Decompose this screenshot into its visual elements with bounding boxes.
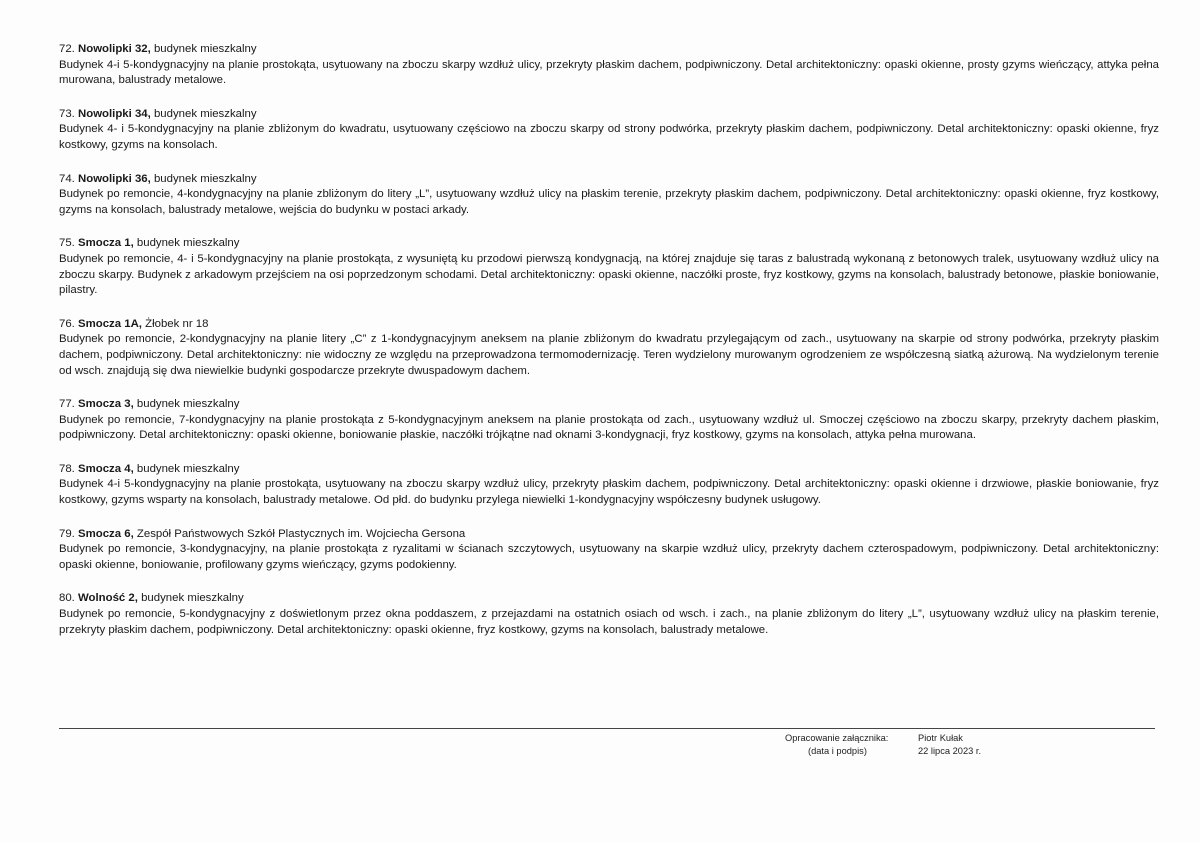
entry-address: Smocza 6, [78,527,134,540]
entry-building-type: Żłobek nr 18 [141,317,209,330]
entry-description: Budynek po remoncie, 4-kondygnacyjny na planie zbliżonym do litery „L”, usytuowany wzdłuż ulicy na płaskim terenie, przekryty płaskim dachem, podpiwniczony. Detal architektoniczny: opaski okienne, fryz kostkowy, gzyms na konsolach, balustrady metalowe, wejścia do budynku w postaci arkady. [59,188,1159,216]
entry-address: Smocza 4, [78,462,134,475]
entry-address: Smocza 3, [78,398,134,411]
entry-address: Nowolipki 32, [78,43,151,55]
entry-heading [59,236,1159,252]
entry-number: 75. [59,237,75,250]
entry-address: Nowolipki 34, [78,107,151,120]
entry-description: Budynek 4- i 5-kondygnacyjny na planie zbliżonym do kwadratu, usytuowany częściowo na zboczu skarpy od strony podwórka, przekryty płaskim dachem, podpiwniczony. Detal architektoniczny: opaski okienne, fryz kostkowy, gzyms na konsolach. [59,123,1159,151]
building-entry [59,42,1159,89]
entry-building-type: budynek mieszkalny [150,107,257,120]
entry-heading [59,397,1159,413]
building-entry [59,527,1159,574]
building-entry [59,591,1159,638]
entry-number: 78. [59,462,75,475]
entry-number: 77. [59,398,75,411]
entry-number: 76. [59,317,75,330]
entry-building-type: budynek mieszkalny [150,172,257,185]
entry-address: Smocza 1, [78,237,134,250]
entry-description: Budynek po remoncie, 3-kondygnacyjny, na planie prostokąta z ryzalitami w ścianach szczytowych, usytuowany na skarpie wzdłuż ulicy, przekryty dachem czterospadowym, podpiwniczony. Detal architektoniczny: opaski okienne, boniowanie, profilowany gzyms wieńczący, gzyms podokienny. [59,543,1159,571]
entry-number: 74. [59,172,75,185]
entry-number: 79. [59,527,75,540]
entry-building-type: budynek mieszkalny [133,462,240,475]
entry-building-type: budynek mieszkalny [133,398,240,411]
entry-address: Smocza 1A, [78,317,142,330]
building-entry [59,172,1159,219]
entry-description: Budynek 4-i 5-kondygnacyjny na planie prostokąta, usytuowany na zboczu skarpy wzdłuż ulicy, przekryty płaskim dachem, podpiwniczony. Detal architektoniczny: opaski okienne, prosty gzyms wieńczący, attyka pełna murowana, balustrady metalowe. [59,58,1159,87]
entry-heading [59,527,1159,543]
entry-number: 73. [59,107,75,120]
entry-building-type: budynek mieszkalny [133,237,240,250]
building-entry [59,462,1159,509]
entry-description: Budynek po remoncie, 2-kondygnacyjny na planie litery „C” z 1-kondygnacyjnym aneksem na planie zbliżonym do kwadratu przylegającym od zach., usytuowany na skarpie od strony podwórka, przekryty płaskim dachem, podpiwniczony. Detal architektoniczny: nie widoczny ze względu na przeprowadzona termomodernizację. Teren wydzielony murowanym ogrodzeniem ze współczesną siatką ażurową. Na wydzielonym terenie od wsch. znajdują się dwa niewielkie budynki gospodarcze przekryte dwuspadowym dachem. [59,333,1159,377]
entry-description: Budynek po remoncie, 5-kondygnacyjny z doświetlonym przez okna poddaszem, z przejazdami na ostatnich osiach od wsch. i zach., na planie zbliżonym do litery „L”, usytuowany wzdłuż ulicy na płaskim terenie, przekryty płaskim dachem, podpiwniczony. Detal architektoniczny: opaski okienne, fryz kostkowy, gzyms na konsolach, balustrady metalowe. [59,608,1159,636]
entry-heading [59,462,1159,478]
entry-address: Wolność 2, [78,592,138,605]
entry-number: 72. [59,43,75,55]
entry-building-type: Zespół Państwowych Szkół Plastycznych im. Wojciecha Gersona [133,527,466,540]
entry-heading [59,172,1159,188]
prepared-by-label: Opracowanie załącznika: [785,733,889,743]
entry-address: Nowolipki 36, [78,172,151,185]
entry-heading [59,317,1159,333]
entry-building-type: budynek mieszkalny [150,43,257,55]
entry-building-type: budynek mieszkalny [137,592,244,605]
building-entry [59,107,1159,154]
document-date: 22 lipca 2023 r. [918,746,982,756]
building-entry [59,317,1159,379]
entry-heading [59,42,1159,58]
entry-number: 80. [59,592,75,605]
date-signature-label: (data i podpis) [808,746,867,756]
entry-heading [59,107,1159,123]
entry-heading [59,591,1159,607]
building-entry [59,236,1159,298]
author-name: Piotr Kułak [918,733,963,743]
entry-description: Budynek po remoncie, 7-kondygnacyjny na planie prostokąta z 5-kondygnacyjnym aneksem na planie prostokąta od zach., usytuowany wzdłuż ul. Smoczej częściowo na zboczu skarpy, przekryty dachem płaskim, podpiwniczony. Detal architektoniczny: opaski okienne, boniowanie płaskie, naczółki trójkątne nad oknami 3-kondygnacji, fryz kostkowy, gzyms na konsolach, attyka pełna murowana. [59,413,1159,442]
building-entry [59,397,1159,444]
entry-description: Budynek po remoncie, 4- i 5-kondygnacyjny na planie prostokąta, z wysuniętą ku przodowi pierwszą kondygnacją, na której znajduje się taras z balustradą wykonaną z betonowych tralek, usytuowany wzdłuż ulicy na zboczu skarpy. Budynek z arkadowym przejściem na osi poprzedzonym schodami. Detal architektoniczny: opaski okienne, naczółki proste, fryz kostkowy, gzyms na konsolach, balustrady betonowe, płaskie boniowanie, pilastry. [59,252,1159,297]
entries-list [59,42,1159,656]
entry-description: Budynek 4-i 5-kondygnacyjny na planie prostokąta, usytuowany na zboczu skarpy wzdłuż ulicy, przekryty płaskim dachem, podpiwniczony. Detal architektoniczny: opaski okienne i drzwiowe, płaskie boniowanie, fryz kostkowy, gzyms wsparty na konsolach, balustrady metalowe. Od płd. do budynku przylega niewielki 1-kondygnacyjny współczesny budynek usługowy. [59,478,1159,507]
footer-divider [59,728,1155,729]
